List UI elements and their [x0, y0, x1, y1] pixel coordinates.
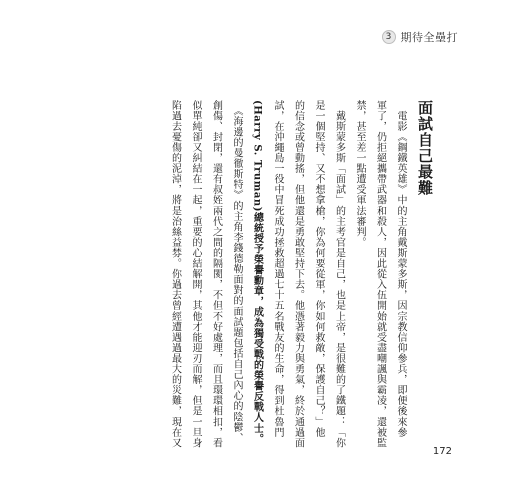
text-column: 的信念或曾動搖，但他還是勇敢堅持下去。他憑著毅力與勇氣，終於通過面: [292, 100, 304, 449]
text-column: 《海邊的曼徹斯特》的主角李錢德勒面對的面試題包括自己內心的陰鬱、: [231, 100, 242, 444]
chapter-number-badge: 3: [382, 30, 396, 44]
text-column: 禁，甚至差一點遭受軍法審判。: [354, 100, 365, 248]
text-column: 似單純卻又糾結在一起，重要的心結解開，其他才能迎刃而解，但是一旦身: [190, 100, 201, 449]
text-column: 軍了，仍拒絕攜帶武器和殺人，因此從入伍開始就受盡嘲諷與霸凌，還被監: [374, 100, 386, 449]
running-header: [382, 29, 459, 45]
text-column: 是一個堅持、又不想拿槍，你為何要從軍，你如何救敵，保護自己？」他: [313, 100, 324, 438]
chapter-title: 期待全壘打: [400, 31, 458, 44]
section-heading: 面試自己最難: [416, 100, 434, 196]
text-column: (Harry S. Truman)總統授予榮譽勳章，成為獨受戰的榮譽反戰人士。: [251, 100, 263, 445]
text-column: 戴斯蒙多斯「面試」的主考官是自己，也是上帝，是很難的了鐵題：「你: [333, 100, 345, 449]
page-number: 172: [432, 446, 452, 457]
text-column: 試，在沖繩島一役中冒死成功拯救超過七十五名戰友的生命，得到杜魯門: [272, 100, 283, 438]
vertical-text-body: [148, 100, 440, 449]
text-column: 電影《鋼鐵英雄》中的主角戴斯蒙多斯，因宗教信仰參兵，即便後來參: [395, 100, 406, 438]
text-column: 創傷、封閉，還有叔姪兩代之間的隔閡，不但不好處理，而且環環相扣，看: [210, 100, 222, 449]
text-column: 陷過去憂傷的泥淖，將是治絲益棼。你過去曾經遭遇過最大的災難，現在又: [169, 100, 181, 449]
